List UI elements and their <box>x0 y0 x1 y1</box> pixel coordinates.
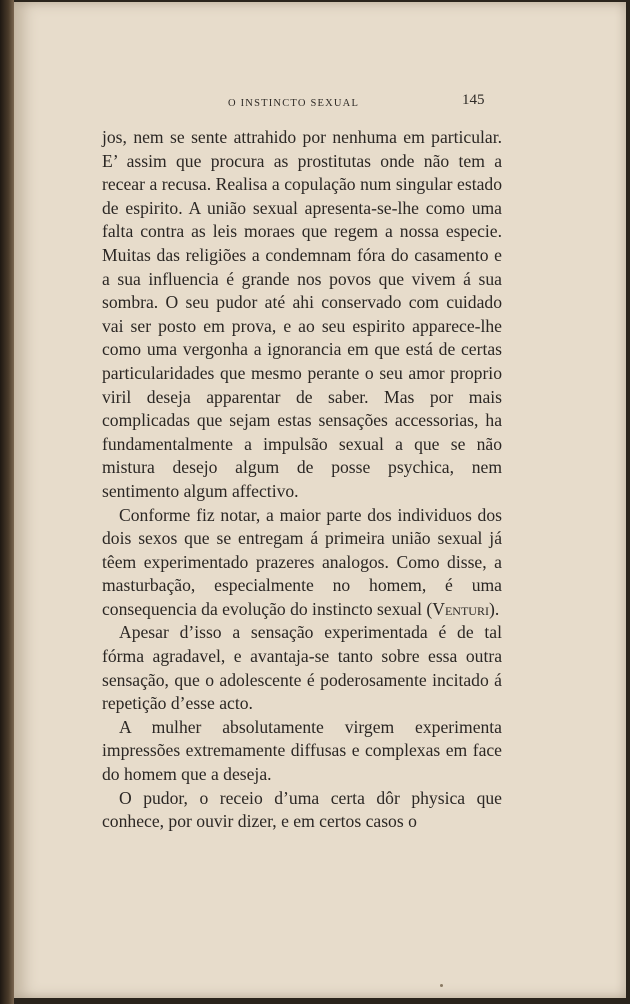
paragraph-pudor: O pudor, o receio d’uma certa dôr physica que conhece, por ouvir dizer, e em certos casos o <box>102 787 502 832</box>
paragraph-conforme-end: ). <box>488 598 500 619</box>
running-head-title: O INSTINCTO SEXUAL <box>228 98 360 109</box>
paragraph-apesar: Apesar d’isso a sensação experimentada é de tal fórma agradavel, e avantaja-se tanto sobre essa outra sensação, que o adolescente é poderosamente incitado á repetição d’esse acto. <box>102 622 502 714</box>
paragraph-conforme <box>102 504 502 622</box>
page-number: 145 <box>462 92 485 108</box>
running-head <box>14 94 626 116</box>
paper-speck <box>440 984 443 987</box>
author-citation: Venturi <box>432 598 489 619</box>
paragraph-mulher: A mulher absolutamente virgem experimenta impressões extremamente diffusas e complexas em face do homem que a deseja. <box>102 716 502 785</box>
book-page <box>14 2 626 998</box>
body-text <box>102 126 502 834</box>
book-spine-shadow <box>0 0 14 1004</box>
paragraph-conforme-text: Conforme fiz notar, a maior parte dos individuos dos dois sexos que se entregam á primeira união sexual já têem experimentado prazeres analogos. Como disse, a masturbação, especialmente no homem, é uma consequencia da evolução do instincto sexual ( <box>102 504 502 619</box>
paragraph-continuation: jos, nem se sente attrahido por nenhuma em particular. E’ assim que procura as prostitutas onde não tem a recear a recusa. Realisa a copulação num singular estado de espirito. A união sexual apresenta-se-lhe como uma falta contra as leis moraes que regem a nossa especie. Muitas das religiões a condemnam fóra do casamento e a sua influencia é grande nos povos que vivem á sua sombra. O seu pudor até ahi conservado com cuidado vai ser posto em prova, e ao seu espirito apparece-lhe como uma vergonha a ignorancia em que está de certas particularidades que mesmo perante o seu amor proprio viril deseja apparentar de saber. Mas por mais complicadas que sejam estas sensações accessorias, ha fundamentalmente a impulsão sexual a que se não mistura desejo algum de posse psychica, nem sentimento algum affectivo. <box>102 127 502 501</box>
